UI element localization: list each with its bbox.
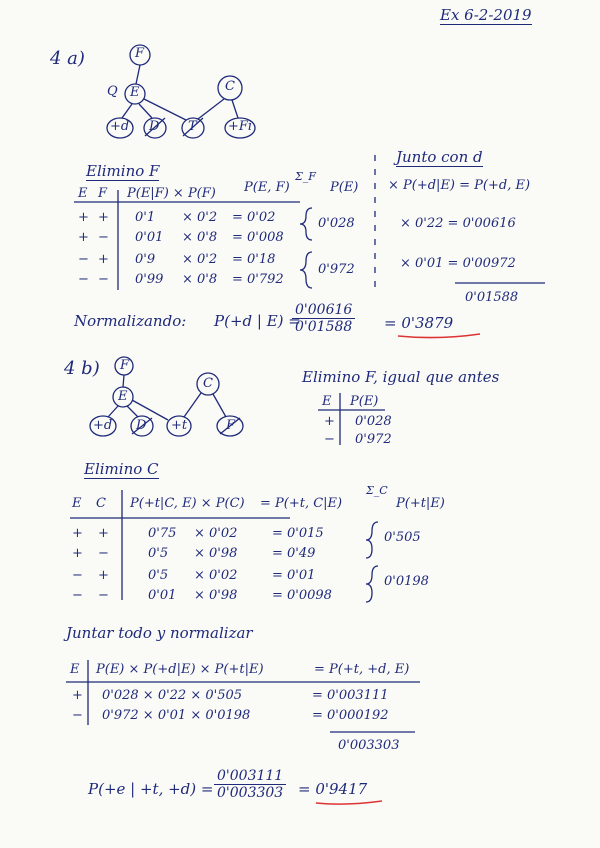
node-label-d-a: +d [110,119,130,134]
elim-f-r2-c: = 0'18 [232,252,276,267]
normalize-label: Normalizando: [74,312,187,330]
elim-f-h-e: E [78,186,88,201]
result-value: = 0'9417 [298,780,368,798]
elim-c-r3-c: − [98,588,109,603]
elim-c-r1-b: × 0'98 [194,546,238,561]
elim-f-r3-c: = 0'792 [232,272,284,287]
elim-f-h-prod: P(E|F) × P(F) [127,186,216,201]
final-r1-val: = 0'000192 [312,708,389,723]
result-num: 0'003111 [214,768,286,785]
normalize-num: 0'00616 [292,302,355,319]
final-h-joint: = P(+t, +d, E) [314,662,410,677]
elim-f-h-pef: P(E, F) [244,180,290,195]
elim-f-r1-f: − [98,230,109,245]
elim-f-h-sum: Σ_F [295,170,316,183]
elim-f-h-f: F [98,186,108,201]
node-label-e-a: E [130,85,140,100]
elim-c-r0-r: = 0'015 [272,526,324,541]
elim-f-r0-a: 0'1 [135,210,156,225]
elim-c-title: Elimino C [84,460,159,478]
elim-f-r1-e: + [78,230,89,245]
elim-f-title: Elimino F [86,162,160,180]
elim-c-r0-a: 0'75 [148,526,177,541]
elim-f-r1-a: 0'01 [135,230,164,245]
node-label-c-a: C [225,79,235,94]
result-lhs: P(+e | +t, +d) = [88,780,214,798]
final-r0-e: + [72,688,83,703]
elim-c-h-prod: P(+t|C, E) × P(C) [130,496,245,511]
elim-f-r0-b: × 0'2 [182,210,218,225]
join-title: Junto con d [396,148,483,166]
elim-f-r0-e: + [78,210,89,225]
final-h-prod: P(E) × P(+d|E) × P(+t|E) [96,662,264,677]
final-title: Juntar todo y normalizar [66,624,253,642]
elim-c-r2-b: × 0'02 [194,568,238,583]
elim-c-r3-a: 0'01 [148,588,177,603]
exam-date: Ex 6-2-2019 [440,6,532,24]
elim-c-r3-b: × 0'98 [194,588,238,603]
part-b-label: 4 b) [64,358,100,379]
elim-f-r0-c: = 0'02 [232,210,276,225]
elim-c-r3-e: − [72,588,83,603]
elim-c-r2-r: = 0'01 [272,568,316,583]
elim-c-r1-a: 0'5 [148,546,169,561]
elim-f-r0-f: + [98,210,109,225]
final-r1-e: − [72,708,83,723]
node-label-e-b: E [118,389,128,404]
elim-f-r3-e: − [78,272,89,287]
node-label-fi-a: +Fi [228,119,253,134]
elim-f-h-pe: P(E) [330,180,359,195]
final-r0-prod: 0'028 × 0'22 × 0'505 [102,688,243,703]
result-fraction [214,768,286,801]
elim-c-h-pt: P(+t|E) [396,496,445,511]
normalize-result: = 0'3879 [384,314,454,332]
elim-c-r1-r: = 0'49 [272,546,316,561]
join-header: × P(+d|E) = P(+d, E) [388,178,531,193]
elim-c-r3-r: = 0'0098 [272,588,332,603]
elim-c-r2-c: + [98,568,109,583]
elim-c-r0-b: × 0'02 [194,526,238,541]
node-label-dx-b: D [136,418,147,433]
elim-f-r2-e: − [78,252,89,267]
elim-c-r2-a: 0'5 [148,568,169,583]
elim-f-r1-c: = 0'008 [232,230,284,245]
small-h-e: E [322,394,332,409]
elim-f-r3-a: 0'99 [135,272,164,287]
elim-f-sum-pos: 0'028 [318,216,355,231]
part-b-note: Elimino F, igual que antes [302,368,500,386]
normalize-lhs: P(+d | E) = [214,312,301,330]
result-den: 0'003303 [217,785,284,801]
elim-c-r0-e: + [72,526,83,541]
node-label-f-b: F [120,358,130,373]
small-r1-v: 0'972 [355,432,392,447]
elim-c-sum-neg: 0'0198 [384,574,429,589]
elim-f-r2-a: 0'9 [135,252,156,267]
elim-c-h-e: E [72,496,82,511]
q-label: Q [107,84,118,99]
elim-f-r2-b: × 0'2 [182,252,218,267]
elim-f-r2-f: + [98,252,109,267]
small-r0-e: + [324,414,335,429]
node-label-dx-a: D [149,119,160,134]
final-total: 0'003303 [338,738,400,753]
elim-c-sum-pos: 0'505 [384,530,421,545]
elim-c-h-c: C [96,496,106,511]
elim-f-r3-f: − [98,272,109,287]
normalize-fraction [292,302,355,335]
join-row-pos: × 0'22 = 0'00616 [400,216,516,231]
elim-c-r0-c: + [98,526,109,541]
small-r1-e: − [324,432,335,447]
elim-f-sum-neg: 0'972 [318,262,355,277]
node-label-d-b: +d [93,418,113,433]
node-label-t-a: T [188,119,197,134]
elim-f-r1-b: × 0'8 [182,230,218,245]
final-r1-prod: 0'972 × 0'01 × 0'0198 [102,708,251,723]
node-label-f-a: F [135,46,145,61]
elim-c-h-sum: Σ_C [366,484,388,497]
part-a-label: 4 a) [50,48,85,69]
final-h-e: E [70,662,80,677]
final-r0-val: = 0'003111 [312,688,389,703]
elim-c-r1-e: + [72,546,83,561]
join-row-neg: × 0'01 = 0'00972 [400,256,516,271]
node-label-c-b: C [203,376,213,391]
small-r0-v: 0'028 [355,414,392,429]
elim-f-r3-b: × 0'8 [182,272,218,287]
node-label-fx-b: F [226,418,236,433]
join-total: 0'01588 [465,290,519,305]
node-label-t-b: +t [171,418,188,433]
elim-c-r2-e: − [72,568,83,583]
elim-c-r1-c: − [98,546,109,561]
elim-c-h-joint: = P(+t, C|E) [260,496,343,511]
normalize-den: 0'01588 [295,319,353,335]
small-h-pe: P(E) [350,394,379,409]
